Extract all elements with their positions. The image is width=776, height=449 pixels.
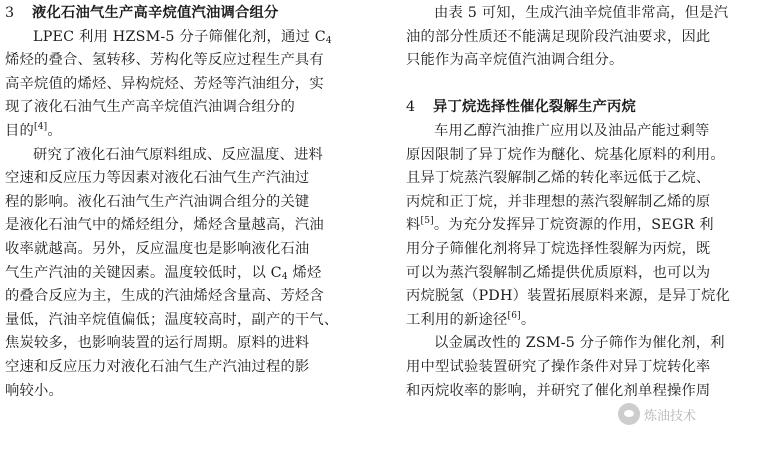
- paragraph-line: 原因限制了异丁烷作为醚化、烷基化原料的利用。: [406, 146, 725, 163]
- citation-ref[interactable]: [4]: [34, 121, 48, 132]
- section-title: 液化石油气生产高辛烷值汽油调合组分: [32, 5, 279, 21]
- paragraph-line: 只能作为高辛烷值汽油调合组分。: [406, 52, 624, 69]
- paragraph-line: 响较小。: [5, 382, 63, 399]
- paragraph-line: 工利用的新途径[6]。: [406, 310, 536, 328]
- paragraph-line: 空速和反应压力等因素对液化石油气生产汽油过: [5, 170, 310, 187]
- paragraph-line: 烯烃的叠合、氢转移、芳构化等反应过程生产具有: [5, 52, 324, 69]
- paragraph-line: 用中型试验装置研究了操作条件对异丁烷转化率: [406, 358, 711, 375]
- paragraph-line: 量低，汽油辛烷值偏低；温度较高时，副产的干气、: [5, 311, 339, 328]
- paragraph-line: 是液化石油气中的烯烃组分，烯烃含量越高，汽油: [5, 217, 324, 234]
- paragraph-line: 高辛烷值的烯烃、异构烷烃、芳烃等汽油组分，实: [5, 75, 324, 92]
- paragraph-line: 以金属改性的 ZSM-5 分子筛作为催化剂，利: [434, 335, 725, 352]
- paragraph-line: 目的[4]。: [5, 121, 62, 139]
- section-number: 3: [5, 5, 15, 21]
- paragraph-line: 空速和反应压力对液化石油气生产汽油过程的影: [5, 358, 310, 375]
- paragraph-line: 和丙烷收率的影响，并研究了催化剂单程操作周: [406, 382, 711, 399]
- wechat-logo-icon: [618, 403, 640, 425]
- paragraph-line: 料[5]。为充分发挥异丁烷资源的作用，SEGR 利: [406, 216, 714, 234]
- paragraph-line: 车用乙醇汽油推广应用以及油品产能过剩等: [434, 122, 710, 139]
- paragraph-line: 且异丁烷蒸汽裂解制乙烯的转化率远低于乙烷、: [406, 170, 711, 187]
- paragraph-line: 焦炭较多，也影响装置的运行周期。原料的进料: [5, 335, 310, 352]
- paragraph-line: 程的影响。液化石油气生产汽油调合组分的关键: [5, 193, 310, 210]
- paragraph-line: 收率就越高。另外，反应温度也是影响液化石油: [5, 240, 310, 257]
- section-4-heading: [406, 96, 772, 120]
- subscript: 4: [281, 271, 288, 282]
- paragraph-line: 可以为蒸汽裂解制乙烯提供优质原料，也可以为: [406, 264, 711, 281]
- right-column: [406, 2, 772, 403]
- paragraph-line: 现了液化石油气生产高辛烷值汽油调合组分的: [5, 99, 295, 116]
- section-number: 4: [406, 99, 416, 116]
- paragraph-line: 由表 5 可知，生成汽油辛烷值非常高，但是汽: [434, 5, 729, 21]
- citation-ref[interactable]: [6]: [507, 310, 521, 321]
- left-column: [5, 2, 371, 403]
- paragraph-line: 气生产汽油的关键因素。温度较低时，以 $C_4$ 烯烃: [5, 264, 322, 282]
- section-title: 异丁烷选择性催化裂解生产丙烷: [433, 99, 636, 116]
- paragraph-line: LPEC 利用 HZSM-5 分子筛催化剂，通过 $C_4$: [33, 28, 332, 46]
- paragraph-line: 的叠合反应为主，生成的汽油烯烃含量高、芳烃含: [5, 288, 324, 305]
- subscript: 4: [325, 35, 332, 46]
- paragraph-line: 油的部分性质还不能满足现阶段汽油要求，因此: [406, 28, 711, 45]
- paragraph-line: 用分子筛催化剂将异丁烷选择性裂解为丙烷，既: [406, 240, 711, 257]
- paragraph-line: 丙烷和正丁烷，并非理想的蒸汽裂解制乙烯的原: [406, 193, 711, 210]
- citation-ref[interactable]: [5]: [420, 216, 434, 227]
- watermark-text: 炼油技术: [644, 408, 697, 424]
- section-spacer: [406, 73, 772, 97]
- paragraph-line: 研究了液化石油气原料组成、反应温度、进料: [33, 146, 323, 163]
- watermark: [618, 403, 696, 425]
- section-3-heading: [5, 2, 371, 26]
- paragraph-line: 丙烷脱氢（PDH）装置拓展原料来源，是异丁烷化: [406, 288, 731, 305]
